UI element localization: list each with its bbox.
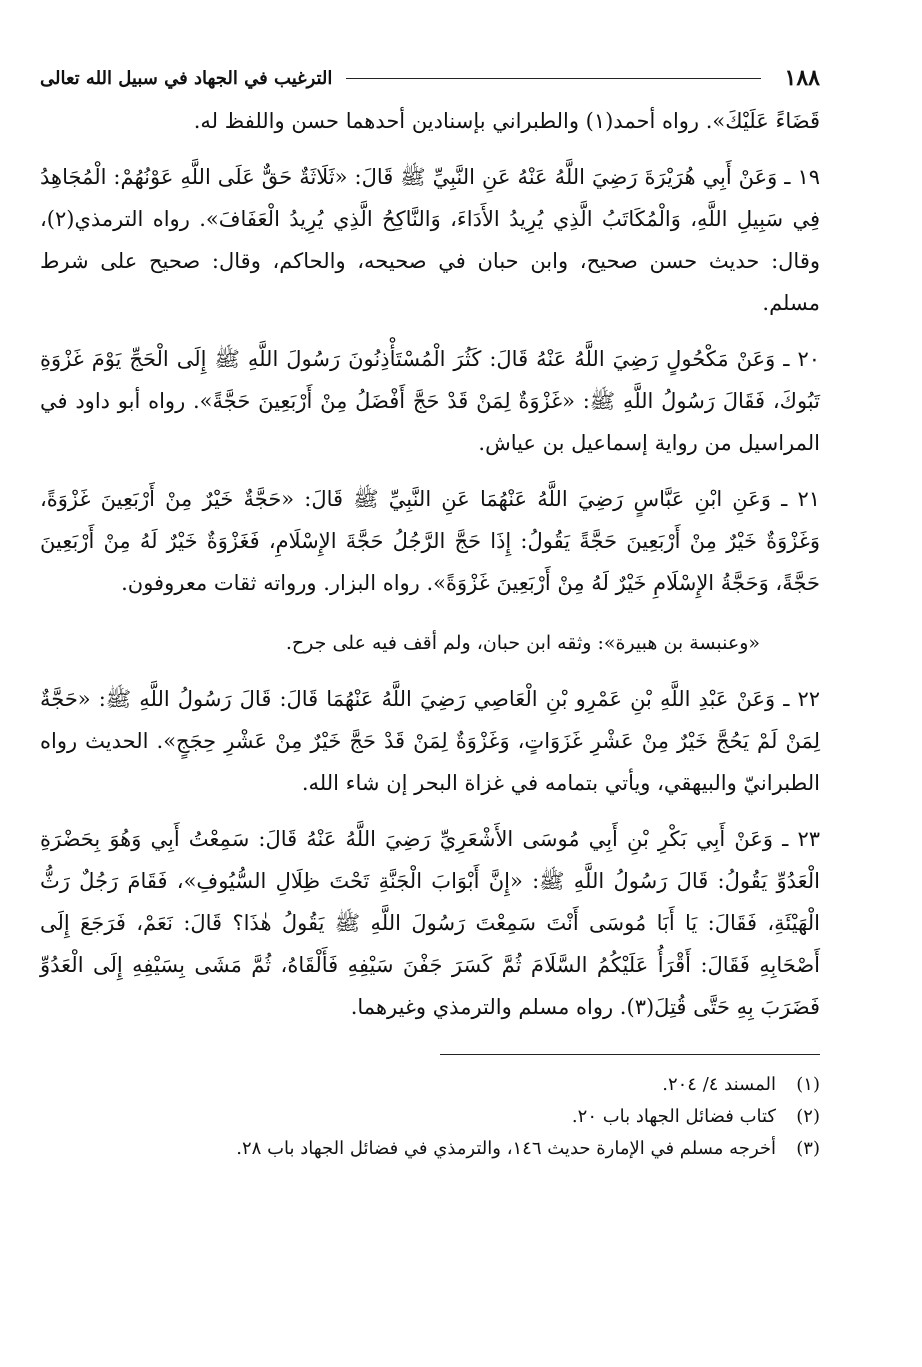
hadith-23: ٢٣ ـ وَعَنْ أَبِي بَكْرِ بْنِ أَبِي مُوسَى الأَشْعَرِيِّ رَضِيَ اللَّهُ عَنْهُ قَالَ: سَمِعْتُ أَبِي وَهُوَ بِحَضْرَةِ الْعَدُوِّ يَقُولُ: قَالَ رَسُولُ اللَّهِ ﷺ: «إِنَّ أَبْوَابَ الْجَنَّةِ تَحْتَ ظِلَالِ السُّيُوفِ»، فَقَامَ رَجُلٌ رَثُّ الْهَيْئَةِ، فَقَالَ: يَا أَبَا مُوسَى أَنْتَ سَمِعْتَ رَسُولَ اللَّهِ ﷺ يَقُولُ هٰذَا؟ قَالَ: نَعَمْ، فَرَجَعَ إِلَى أَصْحَابِهِ فَقَالَ: أَقْرَأُ عَلَيْكُمُ السَّلَامَ ثُمَّ كَسَرَ جَفْنَ سَيْفِهِ فَأَلْقَاهُ، ثُمَّ مَشَى بِسَيْفِهِ إِلَى الْعَدُوِّ فَضَرَبَ بِهِ حَتَّى قُتِلَ(٣). رواه مسلم والترمذي وغيرهما. — [40, 827, 820, 1019]
page-header — [40, 60, 820, 96]
footnote-3 — [40, 1133, 820, 1165]
header-rule — [346, 78, 760, 79]
book-page — [40, 60, 820, 1340]
footnote-text: المسند ٤/ ٢٠٤. — [662, 1074, 776, 1095]
footnote-mark: (٣) — [796, 1138, 820, 1159]
footnotes — [40, 1069, 820, 1165]
footnote-1 — [40, 1069, 820, 1101]
page-number: ١٨٨ — [784, 65, 820, 91]
footnote-mark: (٢) — [796, 1106, 820, 1127]
body-text — [40, 100, 820, 1028]
footnote-2 — [40, 1101, 820, 1133]
footnote-mark: (١) — [796, 1074, 820, 1095]
running-title: الترغيب في الجهاد في سبيل الله تعالى — [40, 67, 333, 89]
hadith-20: ٢٠ ـ وَعَنْ مَكْحُولٍ رَضِيَ اللَّهُ عَنْهُ قَالَ: كَثُرَ الْمُسْتَأْذِنُونَ رَسُولَ اللَّهِ ﷺ إِلَى الْحَجِّ يَوْمَ غَزْوَةِ تَبُوكَ، فَقَالَ رَسُولُ اللَّهِ ﷺ: «غَزْوَةٌ لِمَنْ قَدْ حَجَّ أَفْضَلُ مِنْ أَرْبَعِينَ حَجَّةً». رواه أبو داود في المراسيل من رواية إسماعيل بن عياش. — [40, 347, 820, 455]
paragraph-continuation: قَضَاءً عَلَيْكَ». رواه أحمد(١) والطبراني بإسنادين أحدهما حسن واللفظ له. — [193, 109, 820, 133]
footnote-rule — [440, 1054, 820, 1055]
hadith-21: ٢١ ـ وَعَنِ ابْنِ عَبَّاسٍ رَضِيَ اللَّهُ عَنْهُمَا عَنِ النَّبِيِّ ﷺ قَالَ: «حَجَّةٌ خَيْرٌ مِنْ أَرْبَعِينَ غَزْوَةً، وَغَزْوَةٌ خَيْرٌ مِنْ أَرْبَعِينَ حَجَّةً يَقُولُ: إِذَا حَجَّ الرَّجُلُ حَجَّةَ الإِسْلَامِ، فَغَزْوَةٌ خَيْرٌ لَهُ مِنْ أَرْبَعِينَ حَجَّةً، وَحَجَّةُ الإِسْلَامِ خَيْرٌ لَهُ مِنْ أَرْبَعِينَ غَزْوَةً». رواه البزار. ورواته ثقات معروفون. — [40, 487, 820, 595]
hadith-22: ٢٢ ـ وَعَنْ عَبْدِ اللَّهِ بْنِ عَمْرِو بْنِ الْعَاصِي رَضِيَ اللَّهُ عَنْهُمَا قَالَ: قَالَ رَسُولُ اللَّهِ ﷺ: «حَجَّةٌ لِمَنْ لَمْ يَحُجَّ خَيْرٌ مِنْ عَشْرِ غَزَوَاتٍ، وَغَزْوَةٌ لِمَنْ قَدْ حَجَّ خَيْرٌ مِنْ عَشْرِ حِجَجٍ». الحديث رواه الطبرانيّ والبيهقي، ويأتي بتمامه في غزاة البحر إن شاء الله. — [40, 687, 820, 795]
footnote-text: أخرجه مسلم في الإمارة حديث ١٤٦، والترمذي في فضائل الجهاد باب ٢٨. — [236, 1138, 776, 1159]
narrator-note: «وعنبسة بن هبيرة»: وثقه ابن حبان، ولم أقف فيه على جرح. — [285, 632, 760, 654]
hadith-19: ١٩ ـ وَعَنْ أَبِي هُرَيْرَةَ رَضِيَ اللَّهُ عَنْهُ عَنِ النَّبِيِّ ﷺ قَالَ: «ثَلَاثَةٌ حَقٌّ عَلَى اللَّهِ عَوْنُهُمْ: الْمُجَاهِدُ فِي سَبِيلِ اللَّهِ، وَالْمُكَاتَبُ الَّذِي يُرِيدُ الأَدَاءَ، وَالنَّاكِحُ الَّذِي يُرِيدُ الْعَفَافَ». رواه الترمذي(٢)، وقال: حديث حسن صحيح، وابن حبان في صحيحه، والحاكم، وقال: صحيح على شرط مسلم. — [40, 165, 820, 315]
footnote-text: كتاب فضائل الجهاد باب ٢٠. — [571, 1106, 776, 1127]
